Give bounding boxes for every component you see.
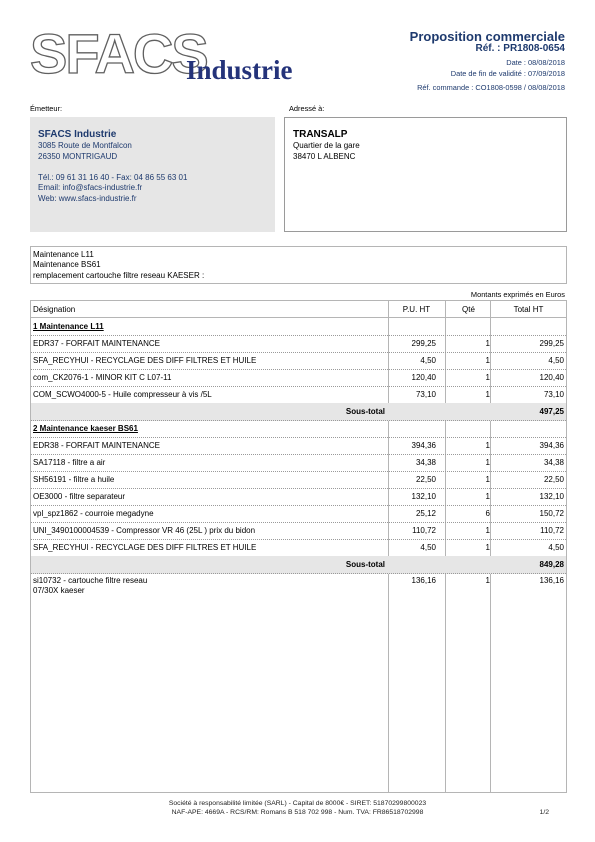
- item-designation: EDR37 - FORFAIT MAINTENANCE: [33, 339, 160, 348]
- item-total: 110,72: [540, 526, 564, 535]
- item-quantity: 1: [485, 373, 490, 382]
- item-total: 22,50: [543, 475, 564, 484]
- sender-box: [30, 117, 275, 232]
- table-row: [31, 539, 566, 557]
- recipient-name: TRANSALP: [293, 129, 348, 140]
- item-unit-price: 4,50: [420, 356, 436, 365]
- item-unit-price: 34,38: [415, 458, 436, 467]
- table-row: [31, 352, 566, 370]
- recipient-address-line2: 38470 L ALBENC: [293, 151, 356, 161]
- item-quantity: 1: [485, 543, 490, 552]
- item-designation-line: si10732 - cartouche filtre reseau: [33, 576, 148, 585]
- table-row: [31, 386, 566, 404]
- item-quantity: 1: [485, 356, 490, 365]
- item-total: 132,10: [539, 492, 564, 501]
- item-total: 73,10: [543, 390, 564, 399]
- document-reference: Réf. : PR1808-0654: [475, 43, 565, 54]
- table-row: [31, 454, 566, 472]
- item-unit-price: 110,72: [412, 526, 436, 535]
- description-line: remplacement cartouche filtre reseau KAESER :: [33, 270, 205, 280]
- item-unit-price: 25,12: [415, 509, 436, 518]
- subtotal-label: Sous-total: [345, 407, 385, 416]
- table-row: [31, 573, 566, 792]
- subtotal-value: 849,28: [539, 560, 564, 569]
- table-header: [31, 301, 566, 318]
- description-line: Maintenance L11: [33, 250, 94, 259]
- item-designation-line: 07/30X kaeser: [33, 586, 85, 596]
- item-unit-price: 4,50: [420, 543, 436, 552]
- recipient-address-line1: Quartier de la gare: [293, 141, 360, 150]
- sender-phone: Tél.: 09 61 31 16 40 - Fax: 04 86 55 63 01: [38, 172, 188, 182]
- item-designation: UNI_3490100004539 - Compressor VR 46 (25L ) prix du bidon: [33, 526, 256, 535]
- item-designation: com_CK2076-1 - MINOR KIT C L07-11: [33, 373, 172, 382]
- document-date: Date : 08/08/2018: [506, 58, 565, 67]
- table-row: [31, 471, 566, 489]
- item-total: 120,40: [539, 373, 564, 382]
- item-total: 394,36: [539, 441, 564, 450]
- table-row: [31, 522, 566, 540]
- item-total: 4,50: [548, 543, 564, 552]
- company-logo-suffix: Industrie: [186, 55, 293, 85]
- item-unit-price: 299,25: [411, 339, 436, 348]
- subtotal-row: [31, 556, 566, 574]
- page-number: 1/2: [539, 809, 549, 816]
- table-row: [31, 335, 566, 353]
- item-designation: COM_SCWO4000-5 - Huile compresseur à vis /5L: [33, 390, 212, 399]
- item-designation: [33, 576, 385, 597]
- currency-note: Montants exprimés en Euros: [470, 290, 565, 299]
- item-designation: vpl_spz1862 - courroie megadyne: [33, 509, 154, 518]
- item-quantity: 6: [485, 509, 490, 518]
- sender-label: Émetteur:: [30, 104, 63, 113]
- item-quantity: 1: [485, 492, 490, 501]
- item-designation: OE3000 - filtre separateur: [33, 492, 126, 501]
- company-logo: SFACS: [30, 22, 207, 85]
- item-unit-price: 394,36: [411, 441, 436, 450]
- description-box: [30, 246, 567, 284]
- item-unit-price: 136,16: [411, 576, 436, 585]
- items-table: [30, 300, 567, 793]
- item-quantity: 1: [485, 339, 490, 348]
- footer-legal-line2: NAF-APE: 4669A - RCS/RM: Romans B 518 702 998 - Num. TVA: FR86518702998: [171, 809, 424, 816]
- item-unit-price: 73,10: [415, 390, 436, 399]
- item-quantity: 1: [485, 458, 490, 467]
- order-reference: Réf. commande : CO1808-0598 / 08/08/2018: [417, 83, 565, 92]
- sender-web: Web: www.sfacs-industrie.fr: [38, 193, 137, 203]
- subtotal-value: 497,25: [539, 407, 564, 416]
- section-title: 2 Maintenance kaeser BS61: [33, 424, 138, 433]
- item-unit-price: 22,50: [415, 475, 436, 484]
- item-quantity: 1: [485, 475, 490, 484]
- header-designation: Désignation: [33, 305, 76, 314]
- item-total: 299,25: [539, 339, 564, 348]
- item-quantity: 1: [485, 576, 490, 585]
- sender-email: Email: info@sfacs-industrie.fr: [38, 183, 143, 193]
- table-row: [31, 488, 566, 506]
- subtotal-label: Sous-total: [345, 560, 385, 569]
- description-line: Maintenance BS61: [33, 260, 101, 270]
- header-unit-price: P.U. HT: [402, 305, 431, 314]
- item-designation: SA17118 - filtre a air: [33, 458, 106, 467]
- item-designation: SFA_RECYHUI - RECYCLAGE DES DIFF FILTRES ET HUILE: [33, 543, 257, 552]
- section-title: 1 Maintenance L11: [33, 322, 104, 331]
- table-row: [31, 437, 566, 455]
- table-row: [31, 505, 566, 523]
- validity-date: Date de fin de validité : 07/09/2018: [450, 69, 565, 78]
- item-unit-price: 120,40: [411, 373, 436, 382]
- sender-address-line2: 26350 MONTRIGAUD: [38, 151, 118, 161]
- table-row: [31, 369, 566, 387]
- subtotal-row: [31, 403, 566, 421]
- item-quantity: 1: [485, 390, 490, 399]
- item-designation: SH56191 - filtre a huile: [33, 475, 115, 484]
- section-heading: [31, 420, 566, 438]
- recipient-box: [284, 117, 567, 232]
- item-total: 150,72: [539, 509, 564, 518]
- item-designation: SFA_RECYHUI - RECYCLAGE DES DIFF FILTRES ET HUILE: [33, 356, 257, 365]
- sender-name: SFACS Industrie: [38, 129, 117, 140]
- recipient-label: Adressé à:: [289, 104, 325, 113]
- header-total: Total HT: [513, 305, 544, 314]
- item-quantity: 1: [485, 441, 490, 450]
- item-total: 136,16: [539, 576, 564, 585]
- item-designation: EDR38 - FORFAIT MAINTENANCE: [33, 441, 160, 450]
- item-total: 34,38: [543, 458, 564, 467]
- header-quantity: Qté: [462, 305, 475, 314]
- sender-address-line1: 3085 Route de Montfalcon: [38, 141, 132, 150]
- item-unit-price: 132,10: [411, 492, 436, 501]
- item-quantity: 1: [485, 526, 490, 535]
- footer-legal-line1: Société à responsabilité limitée (SARL) - Capital de 8000€ - SIRET: 51870299800023: [168, 800, 427, 807]
- document-title: Proposition commerciale: [409, 29, 565, 44]
- section-heading: [31, 318, 566, 336]
- item-total: 4,50: [548, 356, 564, 365]
